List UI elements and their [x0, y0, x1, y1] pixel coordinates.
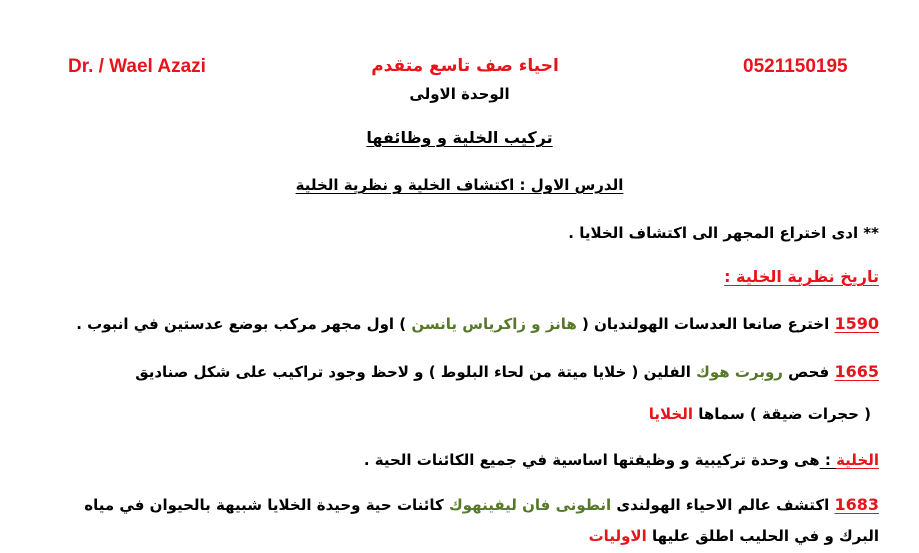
- year-1683: 1683: [834, 495, 879, 514]
- entry-1665-post: الفلين ( خلايا ميتة من لحاء البلوط ) و لاحظ وجود تراكيب على شكل صناديق: [135, 363, 697, 381]
- unit-title: الوحدة الاولى: [409, 85, 510, 103]
- entry-1683: [84, 495, 879, 514]
- history-heading: تاريخ نظرية الخلية :: [724, 267, 879, 286]
- entry-1590: [76, 314, 879, 333]
- entry-1683-cont-pre: البرك و في الحليب اطلق عليها: [646, 527, 879, 545]
- topic-title: تركيب الخلية و وظائفها: [366, 128, 553, 147]
- year-1665: 1665: [834, 362, 879, 381]
- entry-1683-continued: [589, 527, 879, 545]
- entry-1683-pre: اكتشف عالم الاحياء الهولندى: [611, 496, 835, 514]
- entry-1665-pre: فحص: [782, 363, 835, 381]
- cell-definition: [364, 451, 879, 469]
- cell-definition-text: هى وحدة تركيبية و وظيفتها اساسية في جميع الكائنات الحية .: [363, 451, 820, 469]
- lesson-title: الدرس الاول : اكتشاف الخلية و نظرية الخلية: [295, 176, 624, 194]
- entry-1665: [135, 362, 879, 381]
- author-name: Dr. / Wael Azazi: [68, 56, 206, 77]
- entry-1683-post: كائنات حية وحيدة الخلايا شبيهة بالحيوان في مياه: [84, 496, 450, 514]
- year-1590: 1590: [834, 314, 879, 333]
- cell-term: الخلية: [836, 451, 879, 469]
- entry-1665-name: روبرت هوك: [696, 363, 783, 381]
- cell-definition-colon: :: [819, 451, 837, 469]
- entry-1590-post: ) اول مجهر مركب بوضع عدستين في انبوب .: [76, 315, 412, 333]
- entry-1590-pre: اخترع صانعا العدسات الهولنديان (: [576, 315, 835, 333]
- intro-line: ** ادى اختراع المجهر الى اكتشاف الخلايا .: [568, 224, 879, 242]
- protozoa-word: الاوليات: [588, 527, 647, 545]
- entry-1683-name: انطونى فان ليفينهوك: [449, 496, 612, 514]
- phone-number: 0521150195: [743, 56, 848, 77]
- entry-1665-continued: [649, 405, 871, 423]
- entry-1590-names: هانز و زاكرياس يانسن: [411, 315, 577, 333]
- course-title: احياء صف تاسع متقدم: [371, 56, 559, 76]
- cells-word: الخلايا: [648, 405, 694, 423]
- entry-1665-cont-pre: ( حجرات ضيقة ) سماها: [693, 405, 871, 423]
